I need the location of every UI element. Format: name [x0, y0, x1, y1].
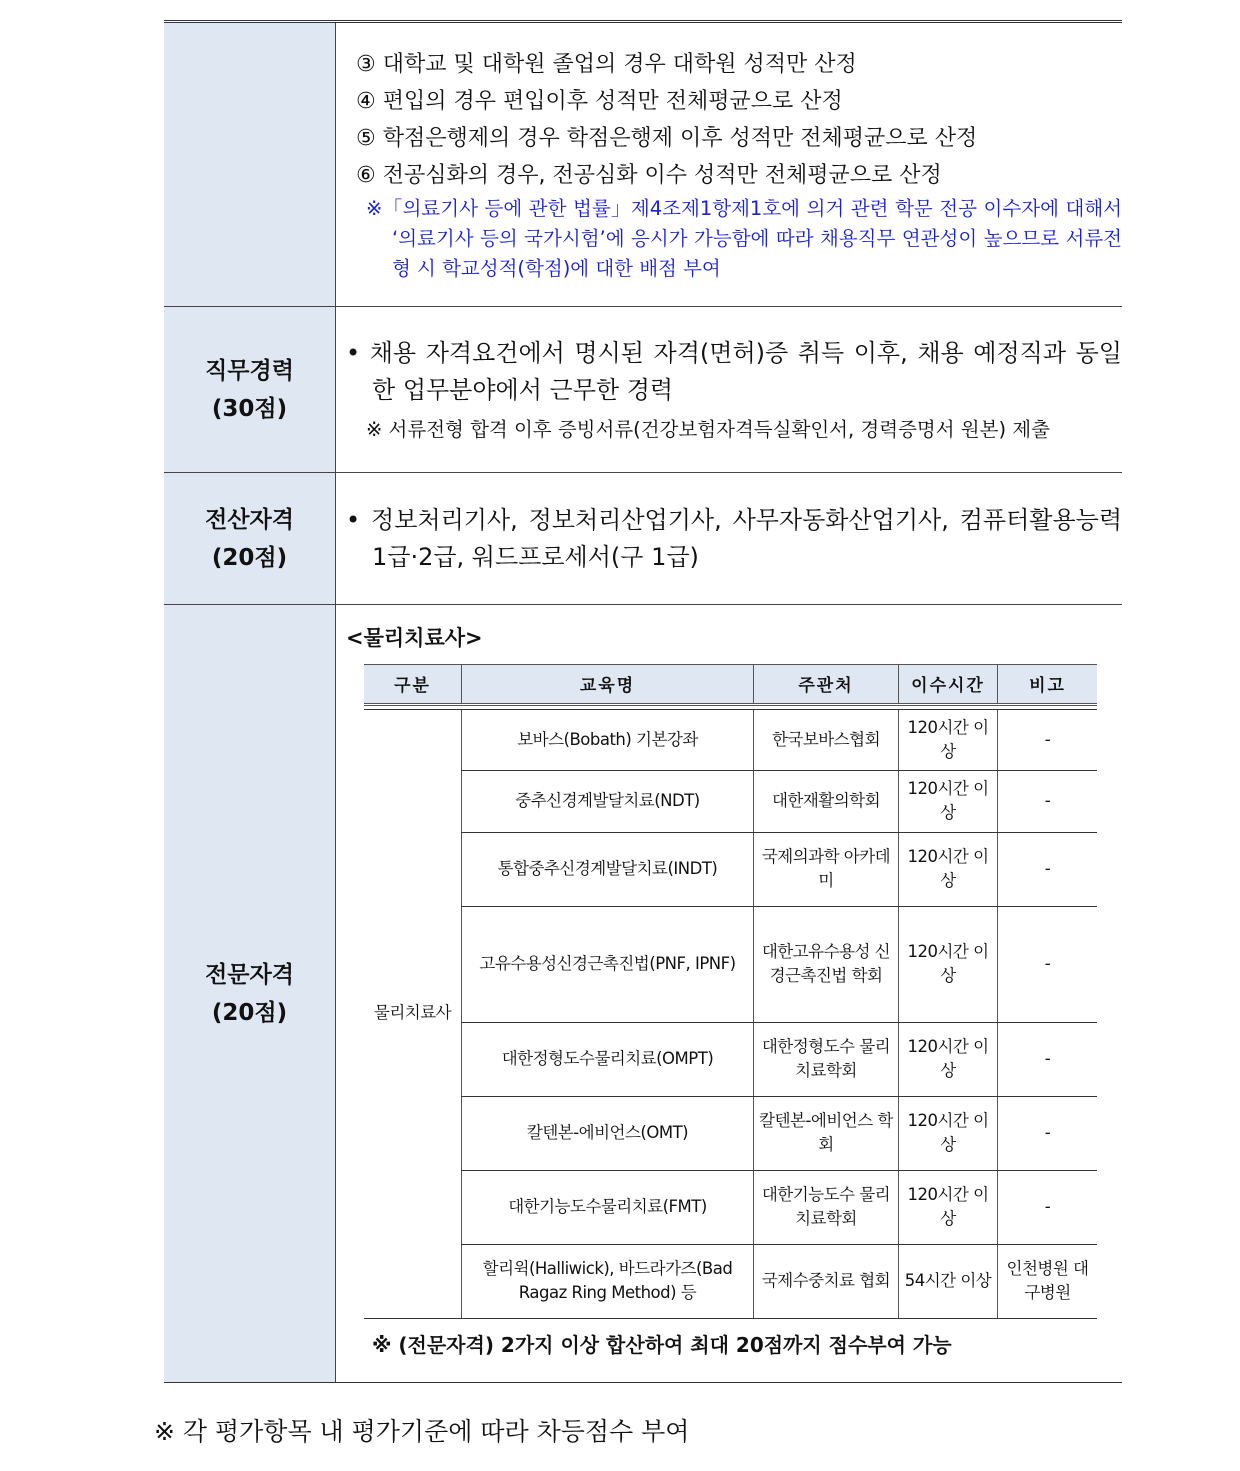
header-category: 구분 [364, 664, 462, 704]
table-row [364, 906, 1097, 1022]
hours: 120시간 이상 [899, 1022, 998, 1096]
hours: 54시간 이상 [899, 1244, 998, 1318]
specialty-title: 전문자격 [205, 961, 294, 988]
remark: - [998, 770, 1098, 832]
it-title: 전산자격 [205, 506, 294, 533]
hours: 120시간 이상 [899, 709, 998, 770]
specialty-subtitle: <물리치료사> [346, 625, 483, 650]
row-it-label [164, 473, 336, 605]
course-name: 고유수용성신경근촉진법(PNF, IPNF) [462, 906, 754, 1022]
course-name: 대한정형도수물리치료(OMPT) [462, 1022, 754, 1096]
organizer: 국제의과학 아카데미 [754, 832, 899, 906]
gpa-item-5: ⑤ 학점은행제의 경우 학점은행제 이후 성적만 전체평균으로 산정 [356, 125, 978, 151]
career-title: 직무경력 [205, 357, 294, 384]
hours: 120시간 이상 [899, 1096, 998, 1170]
row-it-content [336, 473, 1123, 605]
table-row [364, 1170, 1097, 1244]
remark: - [998, 1022, 1098, 1096]
row-gpa [164, 22, 1122, 307]
career-bullet: • 채용 자격요건에서 명시된 자격(면허)증 취득 이후, 채용 예정직과 동일한 업무분야에서 근무한 경력 [346, 338, 1122, 404]
course-name: 보바스(Bobath) 기본강좌 [462, 709, 754, 770]
remark: 인천병원 대구병원 [998, 1244, 1098, 1318]
organizer: 대한기능도수 물리치료학회 [754, 1170, 899, 1244]
gpa-note: ※「의료기사 등에 관한 법률」제4조제1항제1호에 의거 관련 학문 전공 이수자에 대해서 ‘의료기사 등의 국가시험’에 응시가 가능함에 따라 채용직무 연관성이 높으므로 서류전형 시 학교성적(학점)에 대한 배점 부여 [366, 196, 1122, 280]
specialty-score: (20점) [211, 999, 288, 1026]
career-score: (30점) [211, 395, 288, 422]
remark: - [998, 709, 1098, 770]
specialty-footnote: ※ (전문자격) 2가지 이상 합산하여 최대 20점까지 점수부여 가능 [372, 1332, 952, 1357]
course-name: 할리윅(Halliwick), 바드라가즈(Bad Ragaz Ring Method) 등 [462, 1244, 754, 1318]
header-note: 비고 [998, 664, 1098, 704]
it-bullet: • 정보처리기사, 정보처리산업기사, 사무자동화산업기사, 컴퓨터활용능력 1급·2급, 워드프로세서(구 1급) [346, 505, 1122, 571]
table-row [364, 832, 1097, 906]
course-name: 칼텐본-에비언스(OMT) [462, 1096, 754, 1170]
organizer: 대한재활의학회 [754, 770, 899, 832]
table-row [364, 1096, 1097, 1170]
row-gpa-content [336, 22, 1123, 307]
hours: 120시간 이상 [899, 906, 998, 1022]
hours: 120시간 이상 [899, 1170, 998, 1244]
organizer: 대한고유수용성 신경근촉진법 학회 [754, 906, 899, 1022]
row-gpa-label [164, 22, 336, 307]
organizer: 칼텐본-에비언스 학회 [754, 1096, 899, 1170]
row-career-content [336, 307, 1123, 473]
organizer: 한국보바스협회 [754, 709, 899, 770]
header-course: 교육명 [462, 664, 754, 704]
course-name: 통합중추신경계발달치료(INDT) [462, 832, 754, 906]
evaluation-table [164, 20, 1122, 1383]
header-organizer: 주관처 [754, 664, 899, 704]
organizer: 대한정형도수 물리치료학회 [754, 1022, 899, 1096]
career-note: ※ 서류전형 합격 이후 증빙서류(건강보험자격득실확인서, 경력증명서 원본) 제출 [366, 417, 1050, 441]
row-career [164, 307, 1122, 473]
organizer: 국제수중치료 협회 [754, 1244, 899, 1318]
remark: - [998, 906, 1098, 1022]
hours: 120시간 이상 [899, 832, 998, 906]
it-score: (20점) [211, 544, 288, 571]
footer-note: ※ 각 평가항목 내 평가기준에 따라 차등점수 부여 [154, 1417, 690, 1446]
remark: - [998, 832, 1098, 906]
row-specialty [164, 605, 1122, 1383]
hours: 120시간 이상 [899, 770, 998, 832]
row-it [164, 473, 1122, 605]
remark: - [998, 1170, 1098, 1244]
table-row [364, 1022, 1097, 1096]
remark: - [998, 1096, 1098, 1170]
category-cell: 물리치료사 [364, 709, 462, 1318]
specialty-table [364, 664, 1097, 1319]
table-row [364, 1244, 1097, 1318]
row-specialty-content [336, 605, 1123, 1383]
course-name: 대한기능도수물리치료(FMT) [462, 1170, 754, 1244]
specialty-header-row [364, 664, 1097, 704]
table-row [364, 770, 1097, 832]
header-hours: 이수시간 [899, 664, 998, 704]
gpa-item-3: ③ 대학교 및 대학원 졸업의 경우 대학원 성적만 산정 [356, 51, 857, 77]
gpa-item-6: ⑥ 전공심화의 경우, 전공심화 이수 성적만 전체평균으로 산정 [356, 162, 942, 188]
gpa-item-4: ④ 편입의 경우 편입이후 성적만 전체평균으로 산정 [356, 88, 843, 114]
table-row [364, 709, 1097, 770]
course-name: 중추신경계발달치료(NDT) [462, 770, 754, 832]
row-specialty-label [164, 605, 336, 1383]
row-career-label [164, 307, 336, 473]
